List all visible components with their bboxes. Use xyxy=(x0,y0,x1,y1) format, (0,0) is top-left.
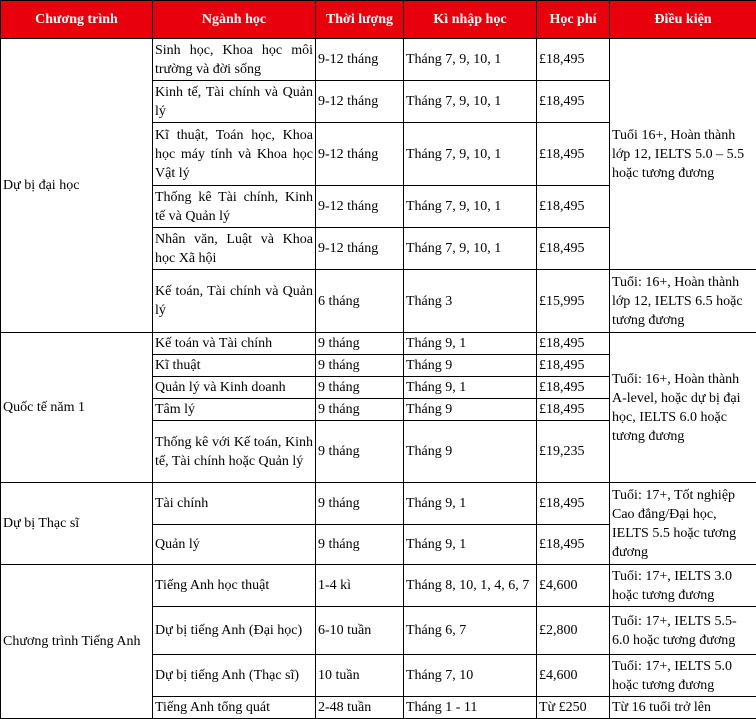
intake-cell: Tháng 9, 1 xyxy=(404,333,537,355)
program-cell: Dự bị Thạc sĩ xyxy=(1,483,153,565)
conditions-cell: Tuổi: 16+, Hoàn thành A-level, hoặc dự bị đại học, IELTS 6.0 hoặc tương đương xyxy=(610,333,756,483)
intake-cell: Tháng 8, 10, 1, 4, 6, 7 xyxy=(404,565,537,607)
duration-cell: 1-4 kì xyxy=(316,565,404,607)
duration-cell: 9 tháng xyxy=(316,377,404,399)
intake-cell: Tháng 9, 1 xyxy=(404,525,537,565)
fee-cell: £4,600 xyxy=(537,655,610,697)
major-cell: Kế toán, Tài chính và Quản lý xyxy=(153,270,316,333)
table-row xyxy=(1,333,756,355)
program-cell: Chương trình Tiếng Anh xyxy=(1,565,153,719)
conditions-cell: Tuổi: 17+, IELTS 5.0 hoặc tương đương xyxy=(610,655,756,697)
fee-cell: £18,495 xyxy=(537,377,610,399)
intake-cell: Tháng 9, 1 xyxy=(404,377,537,399)
header-duration: Thời lượng xyxy=(316,1,404,39)
intake-cell: Tháng 7, 9, 10, 1 xyxy=(404,228,537,270)
duration-cell: 2-48 tuần xyxy=(316,697,404,719)
major-cell: Kĩ thuật, Toán học, Khoa học máy tính và Khoa học Vật lý xyxy=(153,123,316,186)
duration-cell: 9 tháng xyxy=(316,525,404,565)
major-cell: Tài chính xyxy=(153,483,316,525)
fee-cell: £18,495 xyxy=(537,333,610,355)
fee-cell: £18,495 xyxy=(537,228,610,270)
major-cell: Nhân văn, Luật và Khoa học Xã hội xyxy=(153,228,316,270)
duration-cell: 9 tháng xyxy=(316,399,404,421)
major-cell: Sinh học, Khoa học môi trường và đời sống xyxy=(153,39,316,81)
intake-cell: Tháng 7, 9, 10, 1 xyxy=(404,81,537,123)
fee-cell: £4,600 xyxy=(537,565,610,607)
program-cell: Quốc tế năm 1 xyxy=(1,333,153,483)
major-cell: Dự bị tiếng Anh (Thạc sĩ) xyxy=(153,655,316,697)
conditions-cell: Tuổi: 17+, Tốt nghiệp Cao đẳng/Đại học, IELTS 5.5 hoặc tương đương xyxy=(610,483,756,565)
intake-cell: Tháng 7, 9, 10, 1 xyxy=(404,39,537,81)
header-program: Chương trình xyxy=(1,1,153,39)
duration-cell: 9-12 tháng xyxy=(316,186,404,228)
conditions-cell: Tuổi: 17+, IELTS 3.0 hoặc tương đương xyxy=(610,565,756,607)
duration-cell: 10 tuần xyxy=(316,655,404,697)
major-cell: Tâm lý xyxy=(153,399,316,421)
fee-cell: £18,495 xyxy=(537,186,610,228)
table-row xyxy=(1,39,756,81)
intake-cell: Tháng 9 xyxy=(404,421,537,483)
fee-cell: Từ £250 xyxy=(537,697,610,719)
table-row xyxy=(1,483,756,525)
duration-cell: 9-12 tháng xyxy=(316,39,404,81)
intake-cell: Tháng 9, 1 xyxy=(404,483,537,525)
header-conditions: Điều kiện xyxy=(610,1,756,39)
fee-cell: £18,495 xyxy=(537,399,610,421)
major-cell: Quản lý và Kinh doanh xyxy=(153,377,316,399)
conditions-cell: Tuổi 16+, Hoàn thành lớp 12, IELTS 5.0 – 5.5 hoặc tương đương xyxy=(610,39,756,270)
duration-cell: 6 tháng xyxy=(316,270,404,333)
conditions-cell: Từ 16 tuổi trở lên xyxy=(610,697,756,719)
duration-cell: 6-10 tuần xyxy=(316,607,404,655)
intake-cell: Tháng 9 xyxy=(404,399,537,421)
intake-cell: Tháng 1 - 11 xyxy=(404,697,537,719)
duration-cell: 9-12 tháng xyxy=(316,123,404,186)
fee-cell: £18,495 xyxy=(537,355,610,377)
program-cell: Dự bị đại học xyxy=(1,39,153,333)
major-cell: Tiếng Anh học thuật xyxy=(153,565,316,607)
fee-cell: £18,495 xyxy=(537,123,610,186)
header-row xyxy=(1,1,756,39)
intake-cell: Tháng 9 xyxy=(404,355,537,377)
fee-cell: £19,235 xyxy=(537,421,610,483)
major-cell: Thống kê Tài chính, Kinh tế và Quản lý xyxy=(153,186,316,228)
intake-cell: Tháng 7, 10 xyxy=(404,655,537,697)
header-intake: Kì nhập học xyxy=(404,1,537,39)
duration-cell: 9 tháng xyxy=(316,355,404,377)
major-cell: Kinh tế, Tài chính và Quản lý xyxy=(153,81,316,123)
fee-cell: £15,995 xyxy=(537,270,610,333)
major-cell: Thống kê với Kế toán, Kinh tế, Tài chính hoặc Quản lý xyxy=(153,421,316,483)
intake-cell: Tháng 3 xyxy=(404,270,537,333)
duration-cell: 9 tháng xyxy=(316,333,404,355)
major-cell: Kĩ thuật xyxy=(153,355,316,377)
major-cell: Tiếng Anh tổng quát xyxy=(153,697,316,719)
fee-cell: £2,800 xyxy=(537,607,610,655)
duration-cell: 9-12 tháng xyxy=(316,228,404,270)
duration-cell: 9-12 tháng xyxy=(316,81,404,123)
fee-cell: £18,495 xyxy=(537,81,610,123)
duration-cell: 9 tháng xyxy=(316,483,404,525)
table-row xyxy=(1,565,756,607)
intake-cell: Tháng 6, 7 xyxy=(404,607,537,655)
major-cell: Kế toán và Tài chính xyxy=(153,333,316,355)
major-cell: Quản lý xyxy=(153,525,316,565)
fee-cell: £18,495 xyxy=(537,483,610,525)
duration-cell: 9 tháng xyxy=(316,421,404,483)
fee-cell: £18,495 xyxy=(537,525,610,565)
major-cell: Dự bị tiếng Anh (Đại học) xyxy=(153,607,316,655)
fee-cell: £18,495 xyxy=(537,39,610,81)
conditions-cell: Tuổi: 17+, IELTS 5.5-6.0 hoặc tương đương xyxy=(610,607,756,655)
header-major: Ngành học xyxy=(153,1,316,39)
header-fee: Học phí xyxy=(537,1,610,39)
intake-cell: Tháng 7, 9, 10, 1 xyxy=(404,123,537,186)
conditions-cell: Tuổi: 16+, Hoàn thành lớp 12, IELTS 6.5 hoặc tương đương xyxy=(610,270,756,333)
intake-cell: Tháng 7, 9, 10, 1 xyxy=(404,186,537,228)
